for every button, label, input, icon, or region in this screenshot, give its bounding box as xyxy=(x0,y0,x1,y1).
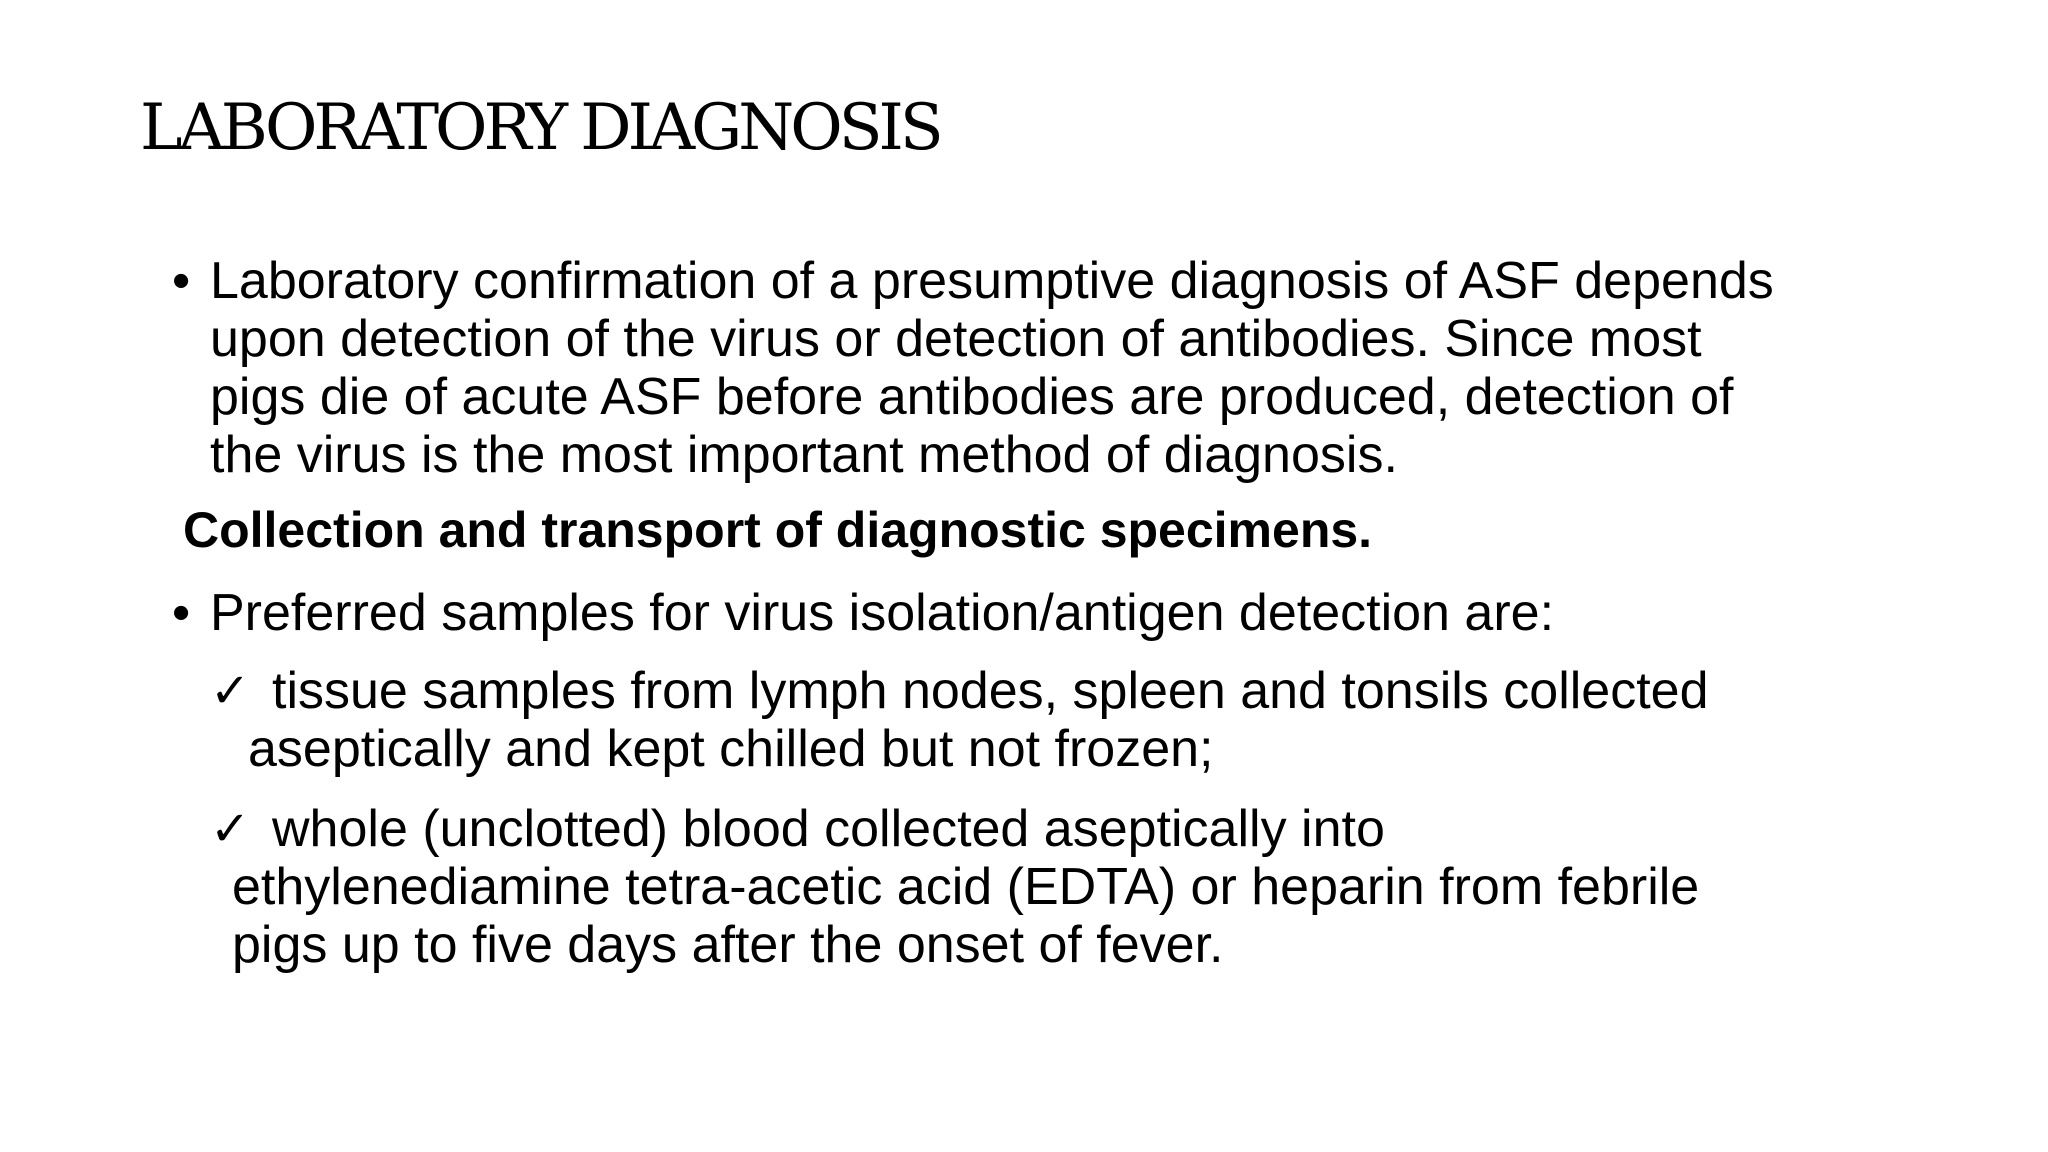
check-item-whole-blood xyxy=(210,800,1699,974)
bullet-item-preferred-samples xyxy=(172,584,1554,642)
check-text-line: aseptically and kept chilled but not frozen; xyxy=(248,720,1214,778)
bullet-text xyxy=(210,252,1774,484)
bullet-text-line: the virus is the most important method of diagnosis. xyxy=(210,426,1398,484)
check-item-tissue-samples xyxy=(210,662,1709,778)
bullet-text-line: upon detection of the virus or detection of antibodies. Since most xyxy=(210,310,1702,368)
check-text xyxy=(248,662,1709,778)
check-icon: ✓ xyxy=(210,663,251,719)
bullet-text-line: pigs die of acute ASF before antibodies are produced, detection of xyxy=(210,368,1734,426)
bullet-text-line: Preferred samples for virus isolation/antigen detection are: xyxy=(210,584,1555,642)
slide-title: LABORATORY DIAGNOSIS xyxy=(140,91,940,165)
check-text-line: ethylenediamine tetra-acetic acid (EDTA) or heparin from febrile xyxy=(232,858,1700,916)
check-text-line: tissue samples from lymph nodes, spleen and tonsils collected xyxy=(272,662,1709,720)
check-text xyxy=(232,800,1700,974)
section-subheading: Collection and transport of diagnostic specimens. xyxy=(183,502,1373,558)
bullet-text xyxy=(210,584,1554,642)
check-icon: ✓ xyxy=(210,801,251,857)
bullet-icon: • xyxy=(172,252,191,310)
bullet-icon: • xyxy=(172,584,191,642)
bullet-item-lab-confirmation xyxy=(172,252,1774,484)
check-text-line: pigs up to five days after the onset of fever. xyxy=(232,916,1224,974)
check-text-line: whole (unclotted) blood collected aseptically into xyxy=(272,800,1385,858)
bullet-text-line: Laboratory confirmation of a presumptive diagnosis of ASF depends xyxy=(210,252,1774,310)
